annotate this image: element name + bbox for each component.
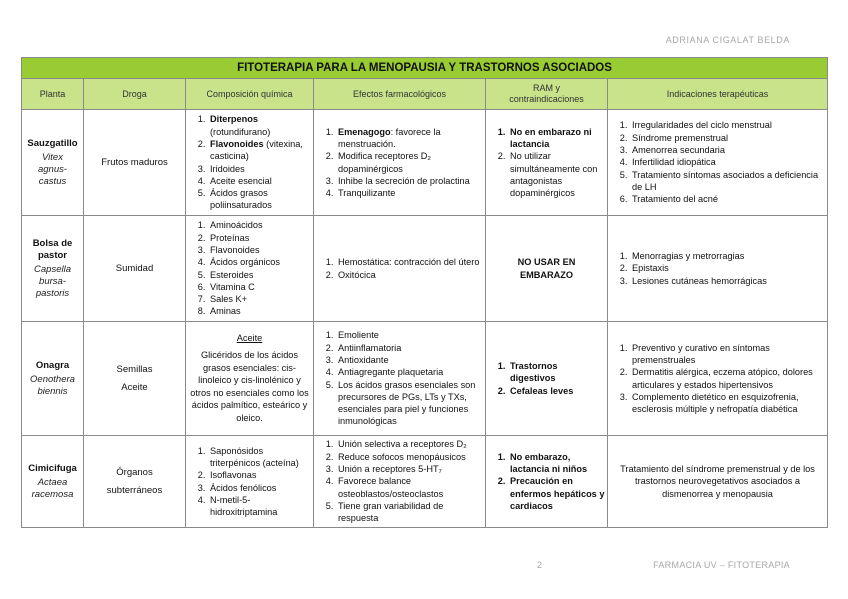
- plant-cell: [22, 110, 84, 216]
- list-item: 2. Precaución en enfermos hepáticos y cardiacos: [508, 475, 605, 512]
- ram-cell: [486, 436, 608, 528]
- list-item: 4. Infertilidad idiopática: [630, 156, 825, 168]
- list-item: 5. Tratamiento síntomas asociados a deficiencia de LH: [630, 169, 825, 194]
- efectos-cell: [314, 322, 486, 436]
- list-item: 2. Dermatitis alérgica, eczema atópico, dolores articulares y estados hipertensivos: [630, 366, 825, 391]
- list-item: 2. Proteínas: [208, 232, 311, 244]
- list-item: 5. Ácidos grasos poliinsaturados: [208, 187, 311, 212]
- list-item: 3. Iridoides: [208, 163, 311, 175]
- list-item: 3. Inhibe la secreción de prolactina: [336, 175, 483, 187]
- droga-cell: Órganos subterráneos: [84, 436, 186, 528]
- table-row: [22, 110, 828, 216]
- composicion-cell: [186, 322, 314, 436]
- list-item: 5. Esteroides: [208, 269, 311, 281]
- list-item: 2. Isoflavonas: [208, 469, 311, 481]
- composicion-title: Aceite: [236, 333, 263, 343]
- list-item: 3. Amenorrea secundaria: [630, 144, 825, 156]
- list-item: 3. Antioxidante: [336, 354, 483, 366]
- column-header-row: [22, 79, 828, 110]
- list-item: 2. Modifica receptores D₂ dopaminérgicos: [336, 150, 483, 175]
- col-header-planta: Planta: [22, 79, 84, 110]
- composicion-cell: [186, 216, 314, 322]
- list-item: 1. Emenagogo: favorece la menstruación.: [336, 126, 483, 151]
- list-item: 1. Diterpenos (rotundifurano): [208, 113, 311, 138]
- list-item: 3. Unión a receptores 5-HT₇: [336, 463, 483, 475]
- list-item: 1. Hemostática: contracción del útero: [336, 256, 483, 268]
- plant-latin: Capsella bursa- pastoris: [34, 263, 71, 299]
- droga-cell: Frutos maduros: [84, 110, 186, 216]
- ram-cell: [486, 216, 608, 322]
- list-item: 4. Ácidos orgánicos: [208, 256, 311, 268]
- table-row: [22, 322, 828, 436]
- col-header-droga: Droga: [84, 79, 186, 110]
- composicion-text: Glicéridos de los ácidos grasos esenciales: cis-linoleico y cis-linolénico y otros no esenciales como los ácidos palmítico, esteárico y oleico.: [190, 350, 309, 423]
- list-item: 4. Favorece balance osteoblastos/osteoclastos: [336, 475, 483, 500]
- col-header-ram-line1: RAM y: [533, 83, 560, 93]
- list-item: 5. Los ácidos grasos esenciales son precursores de PGs, LTs y TXs, esenciales para piel y funciones inmunológicas: [336, 379, 483, 428]
- list-item: 1. No embarazo, lactancia ni niños: [508, 451, 605, 476]
- list-item: 7. Sales K+: [208, 293, 311, 305]
- plant-cell: [22, 322, 84, 436]
- list-item: 2. No utilizar simultáneamente con antagonistas dopaminérgicos: [508, 150, 605, 199]
- list-item: 3. Complemento dietético en esquizofrenia, esclerosis múltiple y nefropatía diabética: [630, 391, 825, 416]
- plant-latin: Oenothera biennis: [30, 373, 75, 397]
- plant-name: Onagra: [35, 359, 70, 371]
- efectos-cell: [314, 110, 486, 216]
- list-item: 6. Tratamiento del acné: [630, 193, 825, 205]
- list-item: 3. Ácidos fenólicos: [208, 482, 311, 494]
- table-title: FITOTERAPIA PARA LA MENOPAUSIA Y TRASTORNOS ASOCIADOS: [22, 58, 828, 79]
- list-item: 2. Antiinflamatoria: [336, 342, 483, 354]
- list-item: 8. Aminas: [208, 305, 311, 317]
- list-item: 2. Oxitócica: [336, 269, 483, 281]
- list-item: 2. Epistaxis: [630, 262, 825, 274]
- list-item: 3. Flavonoides: [208, 244, 311, 256]
- list-item: 1. Preventivo y curativo en síntomas premenstruales: [630, 342, 825, 367]
- plant-latin: Vitex agnus- castus: [37, 151, 68, 187]
- list-item: 1. Unión selectiva a receptores D₂: [336, 438, 483, 450]
- list-item: 3. Lesiones cutáneas hemorrágicas: [630, 275, 825, 287]
- list-item: 2. Cefaleas leves: [508, 385, 605, 397]
- list-item: 4. Antiagregante plaquetaria: [336, 366, 483, 378]
- indicaciones-text: Tratamiento del síndrome premenstrual y de los trastornos neurovegetativos asociados a dismenorrea y menopausia: [620, 463, 815, 499]
- list-item: 2. Flavonoides (vitexina, casticina): [208, 138, 311, 163]
- ram-cell: [486, 110, 608, 216]
- list-item: 2. Reduce sofocos menopáusicos: [336, 451, 483, 463]
- header-author: ADRIANA CIGALAT BELDA: [665, 35, 790, 45]
- plant-name: Sauzgatillo: [27, 137, 78, 149]
- list-item: 2. Síndrome premenstrual: [630, 132, 825, 144]
- indicaciones-cell: [608, 216, 828, 322]
- list-item: 1. Aminoácidos: [208, 219, 311, 231]
- list-item: 1. Menorragias y metrorragias: [630, 250, 825, 262]
- list-item: 4. Aceite esencial: [208, 175, 311, 187]
- phytotherapy-table: [21, 57, 828, 528]
- efectos-cell: [314, 216, 486, 322]
- page-number: 2: [537, 560, 543, 570]
- droga-cell: Sumidad: [84, 216, 186, 322]
- plant-cell: [22, 436, 84, 528]
- indicaciones-cell: [608, 322, 828, 436]
- list-item: 1. Saponósidos triterpénicos (acteína): [208, 445, 311, 470]
- list-item: 4. N-metil-5-hidroxitriptamina: [208, 494, 311, 519]
- col-header-composicion: Composición química: [186, 79, 314, 110]
- col-header-efectos: Efectos farmacológicos: [314, 79, 486, 110]
- list-item: 6. Vitamina C: [208, 281, 311, 293]
- list-item: 5. Tiene gran variabilidad de respuesta: [336, 500, 483, 525]
- ram-cell: [486, 322, 608, 436]
- plant-name: Bolsa de pastor: [32, 237, 73, 261]
- col-header-ram-line2: contraindicaciones: [509, 94, 584, 104]
- table-row: [22, 216, 828, 322]
- col-header-ram: [486, 79, 608, 110]
- indicaciones-cell: [608, 110, 828, 216]
- table-row: [22, 436, 828, 528]
- col-header-indicaciones: Indicaciones terapéuticas: [608, 79, 828, 110]
- indicaciones-cell: [608, 436, 828, 528]
- footer-label: FARMACIA UV – FITOTERAPIA: [653, 560, 790, 570]
- droga-cell: Semillas Aceite: [84, 322, 186, 436]
- list-item: 1. No en embarazo ni lactancia: [508, 126, 605, 151]
- ram-warning: NO USAR EN EMBARAZO: [517, 257, 576, 280]
- list-item: 1. Trastornos digestivos: [508, 360, 605, 385]
- composicion-cell: [186, 436, 314, 528]
- list-item: 1. Emoliente: [336, 329, 483, 341]
- efectos-cell: [314, 436, 486, 528]
- plant-name: Cimicifuga: [28, 462, 77, 474]
- list-item: 1. Irregularidades del ciclo menstrual: [630, 119, 825, 131]
- plant-cell: [22, 216, 84, 322]
- list-item: 4. Tranquilizante: [336, 187, 483, 199]
- plant-latin: Actaea racemosa: [31, 476, 74, 500]
- composicion-cell: [186, 110, 314, 216]
